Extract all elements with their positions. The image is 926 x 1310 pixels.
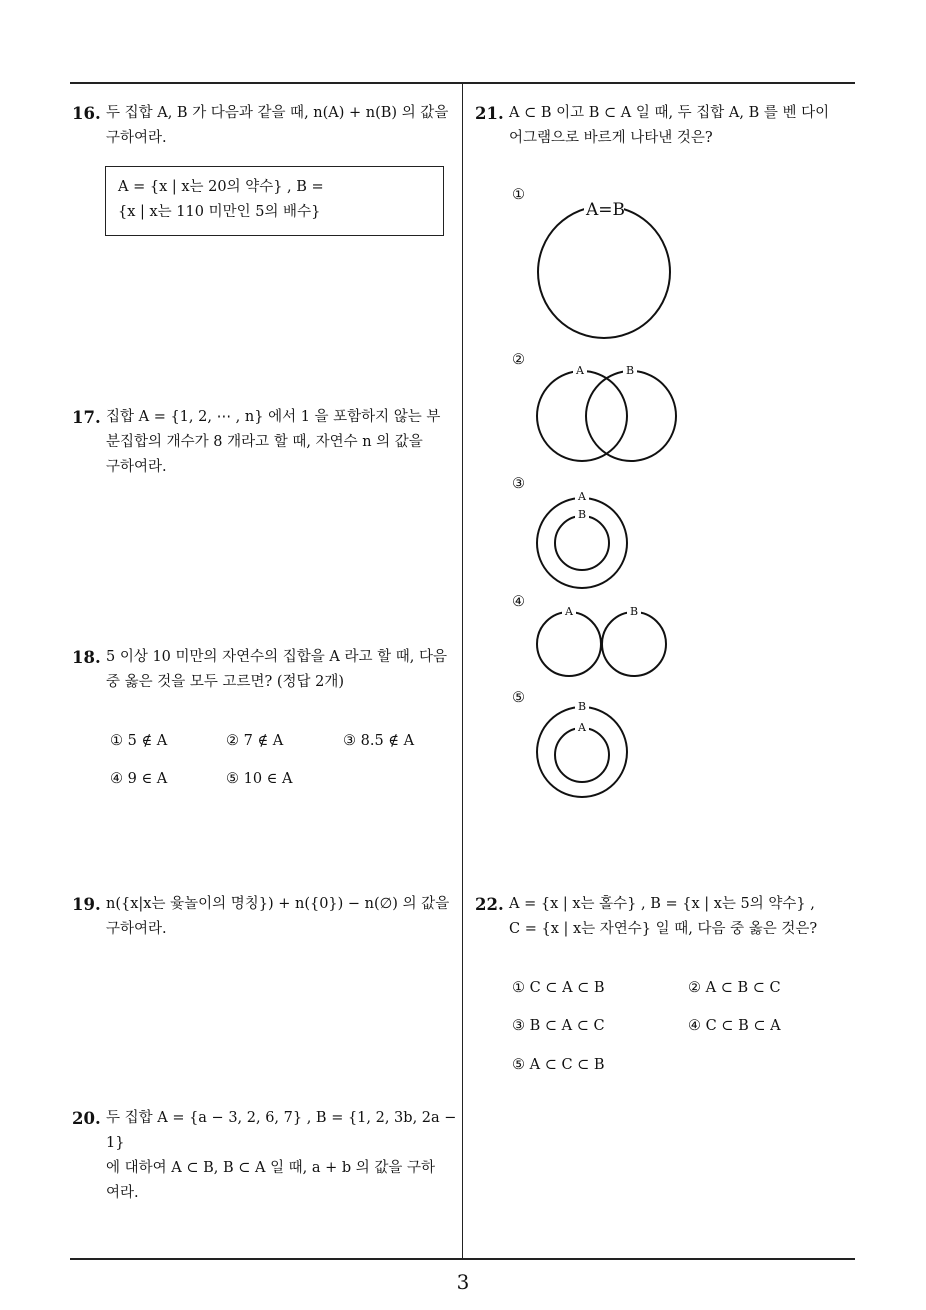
- question-text-line: 분집합의 개수가 8 개라고 할 때, 자연수 n 의 값을: [106, 434, 423, 450]
- box-line: A = {x | x는 20의 약수} , B =: [118, 179, 324, 195]
- option-mark-3[interactable]: ③: [512, 476, 525, 492]
- option-mark-4[interactable]: ④: [512, 594, 525, 610]
- question-text-line: 여라.: [106, 1185, 139, 1201]
- question-number: 21.: [475, 104, 504, 123]
- choice-2[interactable]: ② 7 ∉ A: [226, 733, 284, 749]
- venn-label-b: B: [630, 605, 639, 618]
- page-number: 3: [456, 1270, 470, 1294]
- question-text-line: 5 이상 10 미만의 자연수의 집합을 A 라고 할 때, 다음: [106, 649, 447, 665]
- choice-5[interactable]: ⑤ 10 ∈ A: [226, 771, 293, 787]
- question-text-line: n({x|x는 윷놀이의 명칭}) + n({0}) − n(∅) 의 값을: [106, 896, 450, 912]
- choice-5[interactable]: ⑤ A ⊂ C ⊂ B: [512, 1057, 605, 1073]
- choice-1[interactable]: ① C ⊂ A ⊂ B: [512, 980, 605, 996]
- venn-label-inner: A: [578, 721, 586, 734]
- venn-circle-inner: [555, 516, 609, 570]
- question-number: 20.: [72, 1109, 101, 1128]
- choice-4[interactable]: ④ C ⊂ B ⊂ A: [688, 1018, 781, 1034]
- venn-circle-ab: [538, 206, 670, 338]
- question-text-line: 에 대하여 A ⊂ B, B ⊂ A 일 때, a + b 의 값을 구하: [106, 1160, 436, 1176]
- venn-label-ab: A=B: [586, 200, 626, 220]
- venn-circle-b: [586, 371, 676, 461]
- question-number: 18.: [72, 648, 101, 667]
- venn-label-outer: A: [578, 490, 586, 503]
- option-mark-5[interactable]: ⑤: [512, 690, 525, 706]
- question-text-line: C = {x | x는 자연수} 일 때, 다음 중 옳은 것은?: [509, 921, 818, 937]
- question-text-line: 두 집합 A = {a − 3, 2, 6, 7} , B = {1, 2, 3b, 2a − 1}: [106, 1110, 457, 1151]
- venn-circle-b: [602, 612, 666, 676]
- choice-3[interactable]: ③ 8.5 ∉ A: [343, 733, 415, 749]
- venn-circle-a: [537, 371, 627, 461]
- question-text-line: A = {x | x는 홀수} , B = {x | x는 5의 약수} ,: [509, 896, 815, 912]
- venn-label-a: A: [576, 364, 584, 377]
- option-mark-2[interactable]: ②: [512, 352, 525, 368]
- venn-circle-inner: [555, 728, 609, 782]
- venn-label-b: B: [626, 364, 635, 377]
- choice-1[interactable]: ① 5 ∉ A: [110, 733, 168, 749]
- question-number: 17.: [72, 408, 101, 427]
- question-text-line: 구하여라.: [106, 921, 167, 937]
- question-text-line: 구하여라.: [106, 130, 167, 146]
- question-number: 19.: [72, 895, 101, 914]
- question-text-line: 중 옳은 것을 모두 고르면? (정답 2개): [106, 674, 345, 690]
- question-text-line: A ⊂ B 이고 B ⊂ A 일 때, 두 집합 A, B 를 벤 다이: [509, 105, 830, 121]
- question-text-line: 두 집합 A, B 가 다음과 같을 때, n(A) + n(B) 의 값을: [106, 105, 449, 121]
- question-text-line: 구하여라.: [106, 459, 167, 475]
- choice-3[interactable]: ③ B ⊂ A ⊂ C: [512, 1018, 605, 1034]
- venn-circle-a: [537, 612, 601, 676]
- question-text-line: 집합 A = {1, 2, ⋯ , n} 에서 1 을 포함하지 않는 부: [106, 409, 441, 425]
- choice-4[interactable]: ④ 9 ∈ A: [110, 771, 168, 787]
- venn-label-outer: B: [578, 700, 587, 713]
- question-number: 16.: [72, 104, 101, 123]
- choice-2[interactable]: ② A ⊂ B ⊂ C: [688, 980, 781, 996]
- option-mark-1[interactable]: ①: [512, 187, 525, 203]
- question-text-line: 어그램으로 바르게 나타낸 것은?: [509, 130, 713, 146]
- question-22: [475, 892, 860, 942]
- question-number: 22.: [475, 895, 504, 914]
- venn-label-a: A: [565, 605, 573, 618]
- venn-label-inner: B: [578, 508, 587, 521]
- box-line: {x | x는 110 미만인 5의 배수}: [118, 204, 321, 220]
